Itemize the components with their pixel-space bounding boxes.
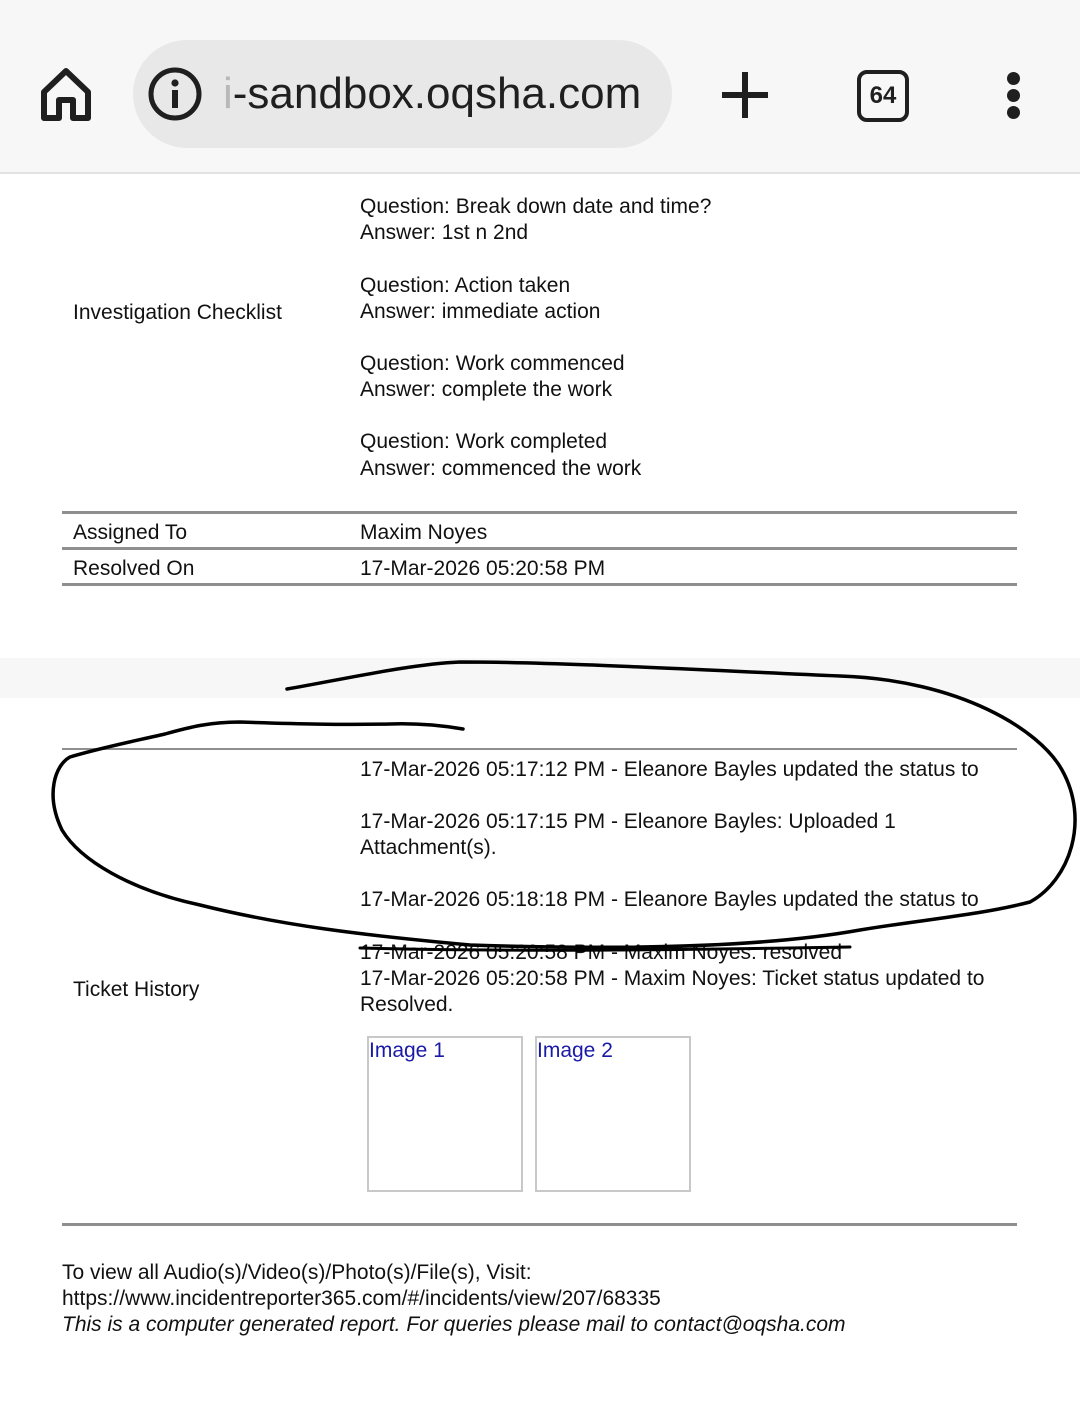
checklist-answer: Answer: complete the work — [360, 378, 613, 401]
divider — [62, 1223, 1017, 1226]
info-icon[interactable] — [147, 66, 203, 122]
image-link[interactable]: Image 1 — [369, 1039, 445, 1062]
divider — [62, 547, 1017, 550]
history-entry: 17-Mar-2026 05:18:18 PM - Eleanore Bayles updated the status to — [360, 888, 979, 911]
resolved-on-label: Resolved On — [73, 557, 195, 580]
image-thumbnail-1[interactable] — [367, 1036, 523, 1192]
checklist-question: Question: Action taken — [360, 274, 571, 297]
ticket-history-label: Ticket History — [73, 978, 200, 1001]
checklist-question: Question: Work completed — [360, 430, 608, 453]
history-entry: 17-Mar-2026 05:20:58 PM - Maxim Noyes: resolved — [360, 941, 843, 964]
image-link[interactable]: Image 2 — [537, 1039, 613, 1062]
checklist-answer: Answer: 1st n 2nd — [360, 221, 529, 244]
home-icon[interactable] — [38, 64, 94, 124]
checklist-question: Question: Work commenced — [360, 352, 625, 375]
history-entry: 17-Mar-2026 05:17:15 PM - Eleanore Bayles: Uploaded 1 Attachment(s). — [360, 810, 896, 859]
history-entry: 17-Mar-2026 05:17:12 PM - Eleanore Bayles updated the status to — [360, 758, 979, 781]
footer-url[interactable]: https://www.incidentreporter365.com/#/incidents/view/207/68335 — [62, 1287, 661, 1310]
footer-visit-text: To view all Audio(s)/Video(s)/Photo(s)/File(s), Visit: — [62, 1261, 532, 1284]
checklist-answer: Answer: commenced the work — [360, 457, 642, 480]
url-prefix: i — [223, 69, 233, 118]
divider — [62, 511, 1017, 514]
assigned-to-value: Maxim Noyes — [360, 521, 488, 544]
checklist-question: Question: Break down date and time? — [360, 195, 712, 218]
address-bar[interactable] — [133, 40, 672, 148]
tab-switcher-icon[interactable] — [857, 70, 909, 122]
tab-count: 64 — [869, 82, 897, 109]
divider — [62, 748, 1017, 750]
plus-icon[interactable] — [718, 68, 772, 122]
resolved-on-value: 17-Mar-2026 05:20:58 PM — [360, 557, 606, 580]
assigned-to-label: Assigned To — [73, 521, 188, 544]
page-break — [0, 658, 1080, 698]
more-vert-icon[interactable] — [1000, 70, 1030, 120]
browser-toolbar — [0, 0, 1080, 174]
footer-note: This is a computer generated report. For queries please mail to contact@oqsha.com — [62, 1313, 846, 1336]
history-entry: 17-Mar-2026 05:20:58 PM - Maxim Noyes: Ticket status updated to Resolved. — [360, 967, 985, 1016]
divider — [62, 583, 1017, 586]
url-text[interactable] — [223, 64, 663, 124]
checklist-label: Investigation Checklist — [73, 301, 282, 324]
checklist-answer: Answer: immediate action — [360, 300, 601, 323]
image-thumbnail-2[interactable] — [535, 1036, 691, 1192]
url-domain: -sandbox.oqsha.com — [232, 69, 642, 118]
